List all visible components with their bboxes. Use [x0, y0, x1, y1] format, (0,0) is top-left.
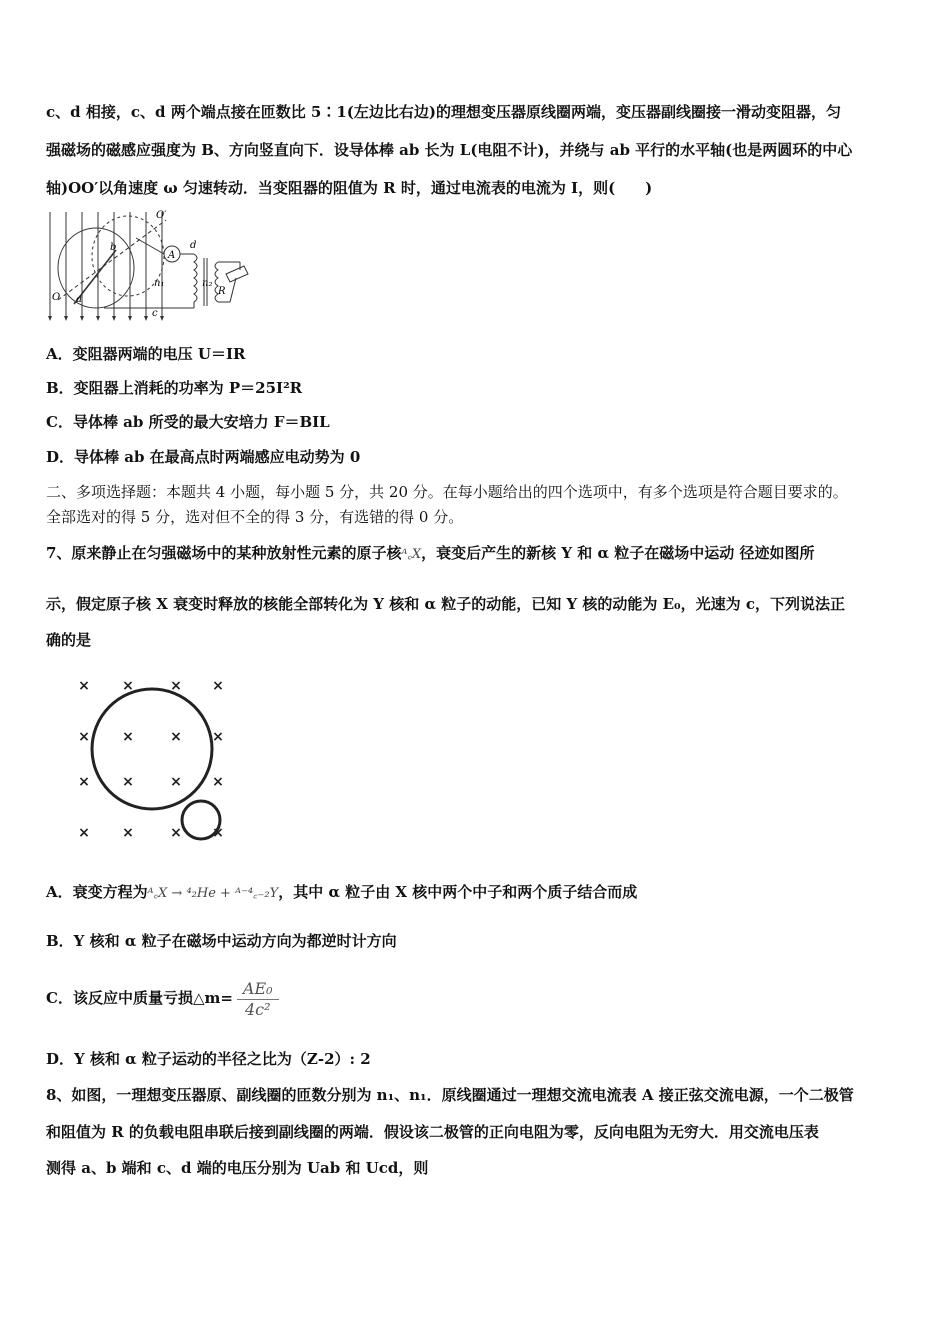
svg-text:×: × — [78, 774, 90, 790]
svg-text:×: × — [122, 729, 134, 745]
label-b: b — [110, 242, 117, 253]
svg-text:×: × — [170, 774, 182, 790]
q7-option-c — [46, 975, 279, 1021]
q7-stem-line-2: 示，假定原子核 X 衰变时释放的核能全部转化为 Y 核和 α 粒子的动能，已知 Y 核的动能为 E₀，光速为 c，下列说法正 — [46, 595, 845, 613]
label-d: d — [190, 240, 197, 251]
q6-circuit-figure — [44, 208, 254, 323]
svg-text:×: × — [78, 678, 90, 694]
q7-track-figure — [70, 672, 240, 844]
q7-option-c-prefix: C．该反应中质量亏损△m= — [46, 989, 233, 1007]
label-n1: n₁ — [154, 278, 165, 289]
q6-option-b: B．变阻器上消耗的功率为 P＝25I²R — [46, 379, 303, 397]
svg-text:×: × — [212, 729, 224, 745]
mass-defect-fraction — [237, 979, 279, 1020]
svg-text:×: × — [170, 729, 182, 745]
q7-stem-part1: 7、原来静止在匀强磁场中的某种放射性元素的原子核 — [46, 544, 402, 562]
label-o: O — [52, 292, 61, 303]
q8-line-1: 8、如图，一理想变压器原、副线圈的匝数分别为 n₁、n₁．原线圈通过一理想交流电流表 A 接正弦交流电源，一个二极管 — [46, 1086, 854, 1104]
large-track-circle — [92, 689, 212, 809]
q7-nucleus-x: ᴬ꜀X — [401, 547, 422, 562]
svg-text:×: × — [122, 774, 134, 790]
svg-text:×: × — [122, 825, 134, 841]
svg-text:×: × — [212, 678, 224, 694]
q6-option-d: D．导体棒 ab 在最高点时两端感应电动势为 0 — [46, 448, 361, 466]
svg-text:×: × — [122, 678, 134, 694]
q6-option-a: A．变阻器两端的电压 U＝IR — [46, 345, 246, 363]
svg-text:×: × — [170, 678, 182, 694]
q7-option-a-prefix: A．衰变方程为 — [46, 883, 148, 901]
q7-option-a-suffix: ，其中 α 粒子由 X 核中两个中子和两个质子结合而成 — [278, 883, 638, 901]
q7-stem-line-1 — [46, 541, 815, 567]
q6-stem-line-2: 强磁场的磁感应强度为 B、方向竖直向下．设导体棒 ab 长为 L(电阻不计)，并绕与 ab 平行的水平轴(也是两圆环的中心 — [46, 141, 853, 159]
svg-text:×: × — [78, 729, 90, 745]
q7-option-d: D．Y 核和 α 粒子运动的半径之比为（Z-2）: 2 — [46, 1050, 371, 1068]
q6-option-c: C．导体棒 ab 所受的最大安培力 F＝BIL — [46, 413, 330, 431]
section2-line-1: 二、多项选择题：本题共 4 小题，每小题 5 分，共 20 分。在每小题给出的四个选项中，有多个选项是符合题目要求的。 — [46, 483, 848, 501]
q8-line-2: 和阻值为 R 的负载电阻串联后接到副线圈的两端．假设该二极管的正向电阻为零，反向电阻为无穷大．用交流电压表 — [46, 1123, 819, 1141]
q8-line-3: 测得 a、b 端和 c、d 端的电压分别为 Uab 和 Ucd，则 — [46, 1159, 429, 1177]
svg-text:×: × — [212, 825, 224, 841]
q6-stem-line-1: c、d 相接，c、d 两个端点接在匝数比 5∶1(左边比右边)的理想变压器原线圈两端，变压器副线圈接一滑动变阻器，匀 — [46, 103, 841, 121]
svg-text:×: × — [78, 825, 90, 841]
q7-option-a — [46, 880, 637, 906]
q7-stem-part2: ，衰变后产生的新核 Y 和 α 粒子在磁场中运动 径迹如图所 — [421, 544, 815, 562]
label-c: c — [152, 308, 158, 319]
label-r: R — [218, 286, 226, 297]
q7-stem-line-3: 确的是 — [46, 631, 92, 649]
label-o-prime: O′ — [156, 210, 167, 221]
small-track-circle — [182, 801, 220, 839]
q7-option-b: B．Y 核和 α 粒子在磁场中运动方向为都逆时计方向 — [46, 932, 397, 950]
svg-text:×: × — [212, 774, 224, 790]
q7-decay-equation: ᴬ꜀X → ⁴₂He + ᴬ⁻⁴꜀₋₂Y — [147, 886, 279, 901]
fraction-numerator: AE₀ — [237, 979, 279, 1000]
label-n2: n₂ — [202, 278, 213, 289]
label-a: a — [76, 294, 82, 305]
fraction-denominator: 4c² — [244, 999, 271, 1019]
section2-line-2: 全部选对的得 5 分，选对但不全的得 3 分，有选错的得 0 分。 — [46, 508, 464, 526]
svg-text:×: × — [170, 825, 182, 841]
q6-stem-line-3: 轴)OO′以角速度 ω 匀速转动．当变阻器的阻值为 R 时，通过电流表的电流为 I，则( ) — [46, 179, 653, 197]
label-ammeter: A — [168, 250, 176, 261]
